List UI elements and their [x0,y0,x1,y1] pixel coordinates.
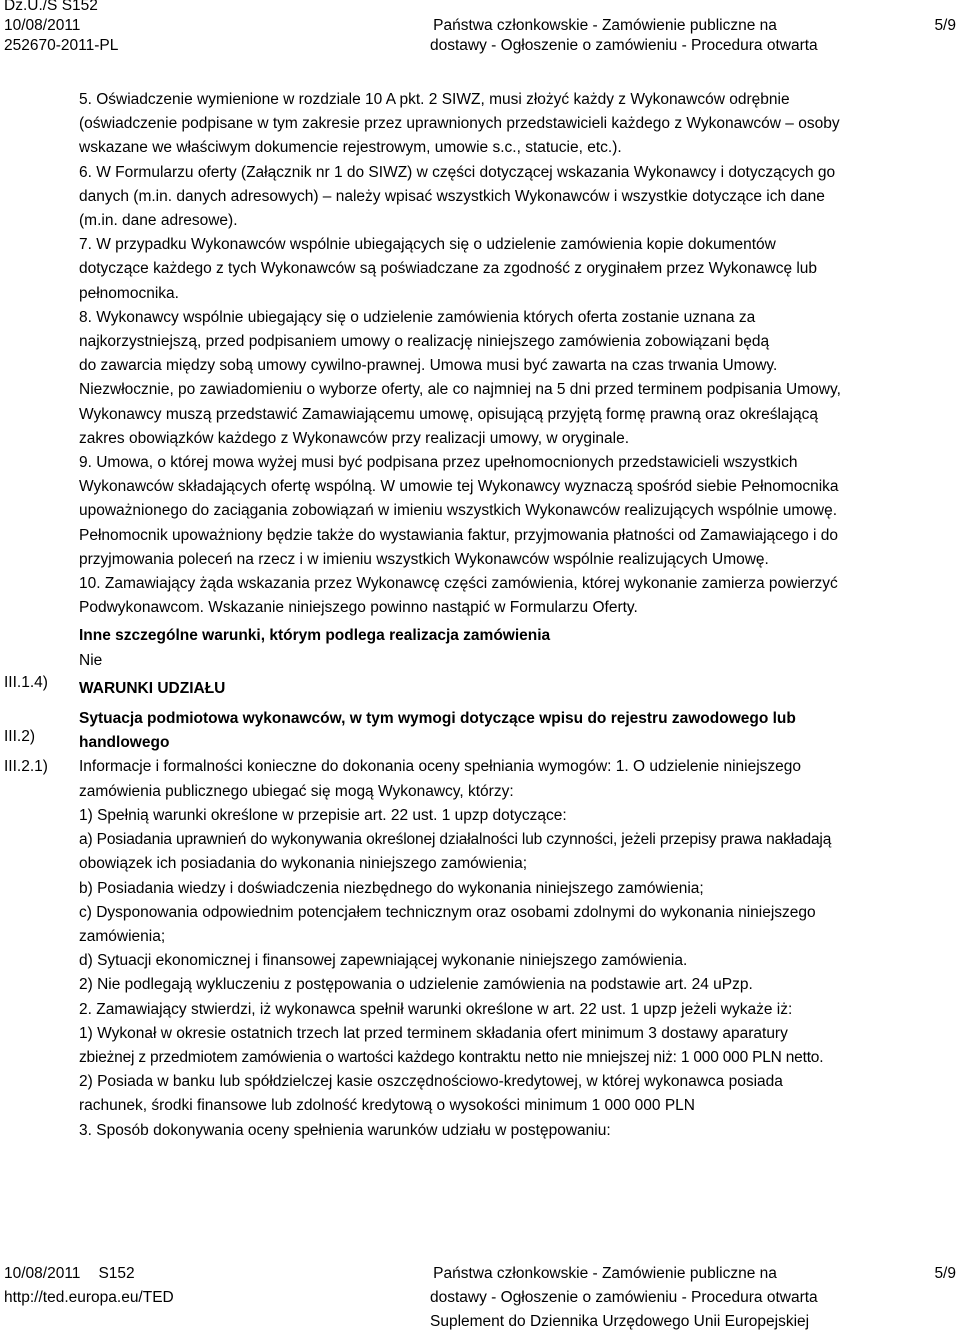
text-line: a) Posiadania uprawnień do wykonywania określonej działalności lub czynności, jeżeli przepisy prawa nakładają [79,831,832,849]
section-title: Sytuacja podmiotowa wykonawców, w tym wymogi dotyczące wpisu do rejestru zawodowego lub [79,710,796,728]
header-journal: Dz.U./S S152 [4,0,98,14]
section-value: Nie [79,651,103,669]
text-line: 2) Posiada w banku lub spółdzielczej kasie oszczędnościowo-kredytowej, w której wykonawca posiada [79,1073,783,1091]
text-line: zamówienia; [79,927,166,945]
section-number: III.2.1) [4,758,48,775]
text-line: upoważnionego do zaciągania zobowiązań w imieniu wszystkich Wykonawców realizujących wspólnie umowę. [79,502,838,520]
text-line: d) Sytuacji ekonomicznej i finansowej zapewniającej wykonanie niniejszego zamówienia. [79,952,688,970]
footer-title-line: Suplement do Dziennika Urzędowego Unii Europejskiej [430,1313,810,1330]
section-number: III.1.4) [4,674,48,691]
text-line: 2. Zamawiający stwierdzi, iż wykonawca spełnił warunki określone w art. 22 ust. 1 upzp jeżeli wykaże iż: [79,1000,793,1018]
header-title-line: dostawy - Ogłoszenie o zamówieniu - Procedura otwarta [430,37,818,54]
text-line: (oświadczenie podpisane w tym zakresie przez uprawnionych przedstawicieli każdego z Wykonawców – osoby [79,115,840,133]
text-line: danych (m.in. danych adresowych) – należy wpisać wszystkich Wykonawców i wszystkie dotyczące ich dane [79,187,825,205]
text-line: Pełnomocnik upoważniony będzie także do wystawiania faktur, przyjmowania płatności od Zamawiającego i do [79,526,839,544]
text-line: rachunek, środki finansowe lub zdolność kredytową o wysokości minimum 1 000 000 PLN [79,1097,695,1115]
text-line: 10. Zamawiający żąda wskazania przez Wykonawcę części zamówienia, której wykonanie zamierza powierzyć [79,575,838,593]
text-line: (m.in. dane adresowe). [79,212,238,230]
section-title: handlowego [79,734,170,752]
header-date: 10/08/2011 [4,17,81,34]
text-line: Informacje i formalności konieczne do dokonania oceny spełniania wymogów: 1. O udzielenie niniejszego [79,758,802,776]
section-personal-situation [79,707,959,1143]
footer-series: S152 [98,1265,135,1282]
text-line: 2) Nie podlegają wykluczeniu z postępowania o udzielenie zamówienia na podstawie art. 24 uPzp. [79,976,753,994]
text-line: do zawarcia między sobą umowy cywilno-prawnej. Umowa musi być zawarta na czas trwania Umowy. [79,357,778,375]
text-line: b) Posiadania wiedzy i doświadczenia niezbędnego do wykonania niniejszego zamówienia; [79,879,704,897]
text-line: 9. Umowa, o której mowa wyżej musi być podpisana przez upełnomocnionych przedstawicieli wszystkich [79,454,798,472]
header-page-number: 5/9 [934,17,956,34]
document-body [79,88,959,1143]
text-line: c) Dysponowania odpowiednim potencjałem technicznym oraz osobami zdolnymi do wykonania niniejszego [79,903,816,921]
text-line: 1) Wykonał w okresie ostatnich trzech lat przed terminem składania ofert minimum 3 dostawy aparatury [79,1024,788,1042]
text-line: 3. Sposób dokonywania oceny spełnienia warunków udziału w postępowaniu: [79,1121,611,1139]
text-line: dotyczące każdego z tych Wykonawców są poświadczane za zgodność z oryginałem przez Wykonawcę lub [79,260,818,278]
text-line: najkorzystniejszą, przed podpisaniem umowy o realizację niniejszego zamówienia zobowiązani będą [79,333,770,351]
text-line: obowiązek ich posiadania do wykonania niniejszego zamówienia; [79,855,528,873]
section-participation-conditions [79,677,959,701]
footer-date: 10/08/2011 [4,1265,81,1282]
header-notice-number: 252670-2011-PL [4,37,119,54]
text-line: Niezwłocznie, po zawiadomieniu o wyborze oferty, ale co najmniej na 5 dni przed terminem podpisania Umowy, [79,381,841,399]
text-line: wskazane we właściwym dokumencie rejestrowym, umowie s.c., statucie, etc.). [79,139,622,157]
conditions-paragraph [79,88,959,620]
section-title: Inne szczególne warunki, którym podlega realizacja zamówienia [79,627,551,645]
text-line: zakres obowiązków każdego z Wykonawców przy realizacji umowy, w oryginale. [79,429,630,447]
text-line: Podwykonawcom. Wskazanie niniejszego powinno nastąpić w Formularzu Oferty. [79,599,638,617]
text-line: zbieżnej z przedmiotem zamówienia o wartości każdego kontraktu netto nie mniejszej niż: 1 000 000 PLN netto. [79,1048,824,1066]
text-line: 5. Oświadczenie wymienione w rozdziale 10 A pkt. 2 SIWZ, musi złożyć każdy z Wykonawców odrębnie [79,91,790,108]
section-number: III.2) [4,728,36,745]
footer-title [430,1262,818,1334]
text-line: 1) Spełnią warunki określone w przepisie art. 22 ust. 1 upzp dotyczące: [79,806,567,824]
header-reference [4,0,118,56]
footer-title-line: dostawy - Ogłoszenie o zamówieniu - Procedura otwarta [430,1289,818,1306]
footer-page-number: 5/9 [934,1265,956,1282]
section-title: WARUNKI UDZIAŁU [79,679,226,697]
text-line: pełnomocnika. [79,284,179,302]
header-title [430,16,818,56]
text-line: przyjmowania poleceń na rzecz i w imieniu wszystkich Wykonawców wspólnie realizujących Umowę. [79,550,769,568]
footer-reference [4,1262,174,1310]
text-line: Wykonawcy muszą przedstawić Zamawiającemu umowę, opisującą przyjętą formę prawną oraz określającą [79,405,818,423]
page-header [0,0,960,72]
text-line: 8. Wykonawcy wspólnie ubiegający się o udzielenie zamówienia których oferta zostanie uznana za [79,308,756,326]
header-title-line: Państwa członkowskie - Zamówienie publiczne na [433,17,777,34]
text-line: 6. W Formularzu oferty (Załącznik nr 1 do SIWZ) w części dotyczącej wskazania Wykonawcy i dotyczących go [79,163,836,181]
text-line: 7. W przypadku Wykonawców wspólnie ubiegających się o udzielenie zamówienia kopie dokumentów [79,236,776,254]
text-line: Wykonawców składających ofertę wspólną. W umowie tej Wykonawcy wyznaczą spośród siebie Pełnomocnika [79,478,839,496]
text-line: zamówienia publicznego ubiegać się mogą Wykonawcy, którzy: [79,782,514,800]
page-footer [0,1262,960,1334]
footer-title-line: Państwa członkowskie - Zamówienie publiczne na [433,1265,777,1282]
footer-url: http://ted.europa.eu/TED [4,1289,174,1306]
section-other-conditions [79,624,959,672]
